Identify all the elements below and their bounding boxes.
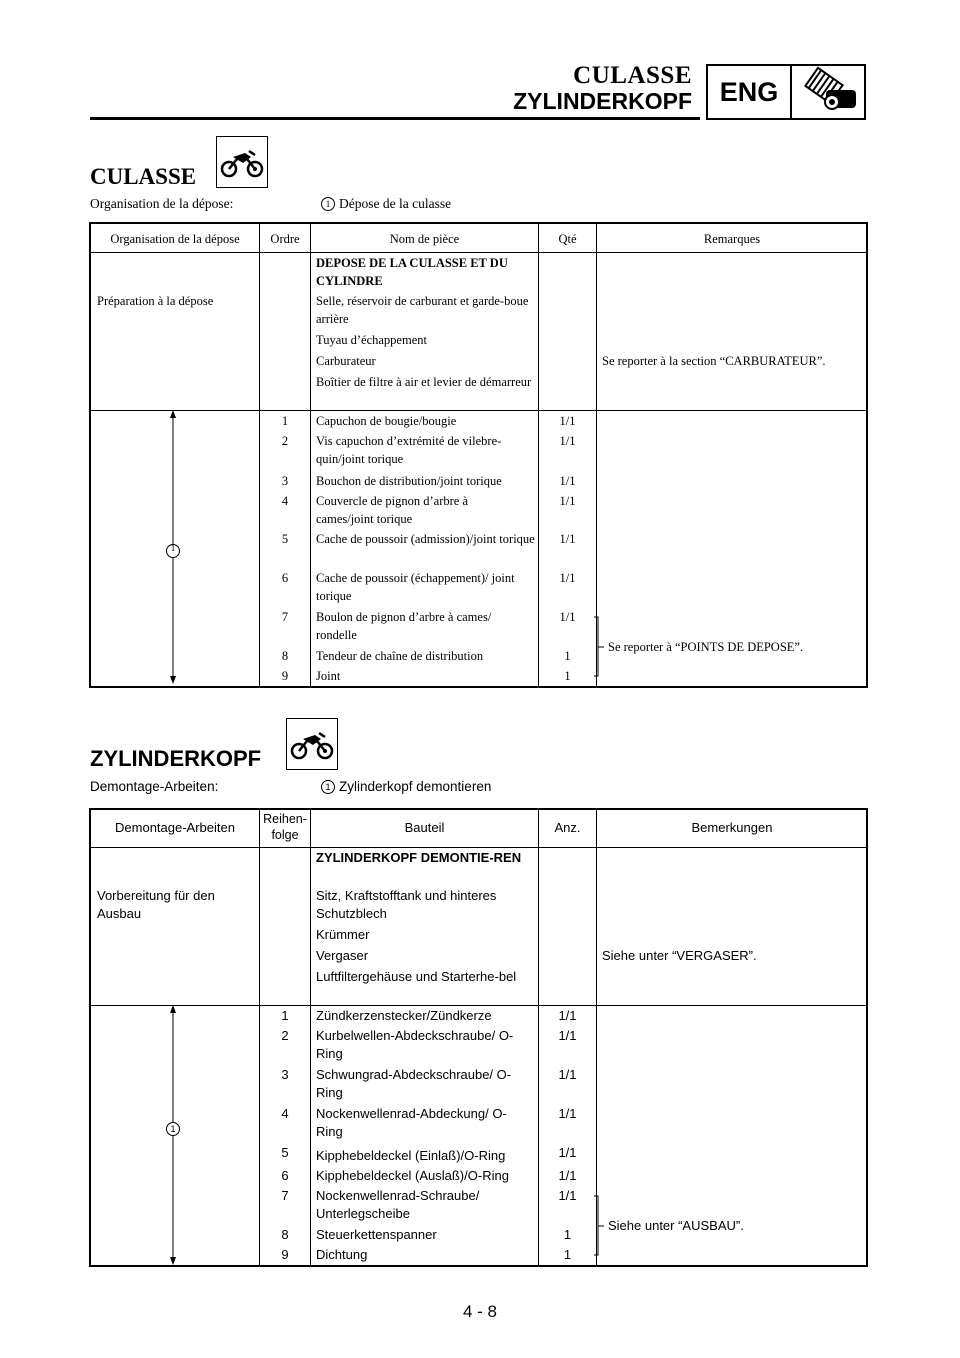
row-name: Capuchon de bougie/bougie xyxy=(316,414,457,428)
row-order: 2 xyxy=(281,1028,289,1043)
row-name: Kipphebeldeckel (Auslaß)/O-Ring xyxy=(316,1168,509,1183)
intro-de xyxy=(90,779,492,794)
page-number: 4 - 8 xyxy=(462,1302,498,1321)
row-name: Vis capuchon d’extrémité de vilebre-quin/joint torique xyxy=(316,434,502,466)
intro-value-text-de: Zylinderkopf demontieren xyxy=(339,779,492,794)
row-qty: 1/1 xyxy=(559,571,576,585)
prep-item: Sitz, Kraftstofftank und hinteres Schutzblech xyxy=(316,888,497,921)
row-order: 8 xyxy=(281,1227,289,1242)
row-qty: 1/1 xyxy=(558,1067,577,1082)
prep-item: ZYLINDERKOPF DEMONTIE-REN xyxy=(316,850,522,865)
intro-fr xyxy=(90,196,452,212)
intro-label-fr: Organisation de la dépose: xyxy=(90,196,234,211)
section-title-fr: CULASSE xyxy=(90,164,197,189)
intro-value-text-fr: Dépose de la culasse xyxy=(339,196,452,211)
table-fr xyxy=(89,222,868,688)
row-order: 5 xyxy=(281,1145,289,1160)
prep-remark-de: Siehe unter “VERGASER”. xyxy=(602,948,757,963)
intro-value-fr xyxy=(321,196,451,212)
step-marker-de: 1 xyxy=(170,1124,176,1134)
column-header: Bauteil xyxy=(404,820,445,835)
step-range-arrow xyxy=(161,1005,185,1267)
row-name: Nockenwellenrad-Schraube/ Unterlegscheibe xyxy=(316,1188,480,1221)
table-de xyxy=(89,808,868,1267)
row-qty: 1 xyxy=(563,1247,572,1262)
bracket-remark-fr: Se reporter à “POINTS DE DEPOSE”. xyxy=(608,640,804,654)
row-name: Tendeur de chaîne de distribution xyxy=(316,649,484,663)
row-name: Zündkerzenstecker/Zündkerze xyxy=(316,1008,492,1023)
row-qty: 1/1 xyxy=(559,610,576,624)
row-name: Cache de poussoir (admission)/joint torique xyxy=(316,532,535,546)
prep-item: Krümmer xyxy=(316,927,370,942)
motorcycle-icon-box-de xyxy=(286,718,338,770)
row-qty: 1/1 xyxy=(558,1028,577,1043)
row-name: Dichtung xyxy=(316,1247,368,1262)
row-order: 5 xyxy=(281,532,289,546)
row-name: Joint xyxy=(316,669,341,683)
step-number-badge: 1 xyxy=(321,780,335,794)
row-order: 1 xyxy=(281,414,289,428)
intro-label-de: Demontage-Arbeiten: xyxy=(90,779,219,794)
step-number-badge: 1 xyxy=(321,197,335,211)
prep-item: Tuyau d’échappement xyxy=(316,333,427,347)
intro-value-de xyxy=(321,779,491,794)
prep-item: DEPOSE DE LA CULASSE ET DU CYLINDRE xyxy=(316,256,508,288)
engine-icon xyxy=(792,66,864,118)
row-qty: 1/1 xyxy=(558,1188,577,1203)
row-order: 3 xyxy=(281,1067,289,1082)
row-name: Kurbelwellen-Abdeckschraube/ O-Ring xyxy=(316,1028,514,1061)
prep-label-de: Vorbereitung für den Ausbau xyxy=(97,888,215,921)
prep-item: Luftfiltergehäuse und Starterhe-bel xyxy=(316,969,517,984)
row-order: 7 xyxy=(281,1188,289,1203)
bracket-remark-de: Siehe unter “AUSBAU”. xyxy=(608,1218,744,1233)
row-qty: 1/1 xyxy=(558,1168,577,1183)
column-header: Nom de pièce xyxy=(389,232,460,246)
column-header: Bemerkungen xyxy=(691,820,773,835)
row-qty: 1/1 xyxy=(559,532,576,546)
column-header: Ordre xyxy=(270,232,300,246)
row-order: 3 xyxy=(281,474,289,488)
header-title-fr: CULASSE xyxy=(573,62,692,89)
row-qty: 1/1 xyxy=(558,1106,577,1121)
row-order: 7 xyxy=(281,610,289,624)
column-header: Qté xyxy=(558,232,577,246)
row-name: Cache de poussoir (échappement)/ joint torique xyxy=(316,571,515,603)
row-qty: 1 xyxy=(564,649,571,663)
row-qty: 1/1 xyxy=(558,1145,577,1160)
row-name: Boulon de pignon d’arbre à cames/ rondelle xyxy=(316,610,492,642)
header-rule xyxy=(90,117,700,120)
prep-remark-fr: Se reporter à la section “CARBURATEUR”. xyxy=(602,354,826,368)
row-name: Schwungrad-Abdeckschraube/ O-Ring xyxy=(316,1067,512,1100)
row-name: Bouchon de distribution/joint torique xyxy=(316,474,502,488)
column-header: Organisation de la dépose xyxy=(110,232,240,246)
eng-badge xyxy=(706,64,866,120)
header-title-de: ZYLINDERKOPF xyxy=(513,88,692,114)
row-order: 9 xyxy=(281,1247,289,1262)
column-header: Reihen-folge xyxy=(263,812,307,842)
prep-item: Selle, réservoir de carburant et garde-boue arrière xyxy=(316,294,529,326)
eng-badge-label: ENG xyxy=(708,66,792,118)
row-order: 9 xyxy=(281,669,289,683)
row-name: Kipphebeldeckel (Einlaß)/O-Ring xyxy=(316,1148,506,1163)
motorcycle-icon xyxy=(217,137,267,187)
prep-item: Vergaser xyxy=(316,948,369,963)
bracket xyxy=(593,616,605,678)
column-header: Demontage-Arbeiten xyxy=(115,820,235,835)
row-order: 4 xyxy=(281,494,289,508)
motorcycle-icon-box-fr xyxy=(216,136,268,188)
row-name: Couvercle de pignon d’arbre à cames/joint torique xyxy=(316,494,469,526)
bracket xyxy=(593,1195,605,1257)
row-qty: 1/1 xyxy=(559,434,576,448)
row-name: Steuerkettenspanner xyxy=(316,1227,437,1242)
row-name: Nockenwellenrad-Abdeckung/ O-Ring xyxy=(316,1106,507,1139)
prep-item: Carburateur xyxy=(316,354,376,368)
row-qty: 1/1 xyxy=(559,494,576,508)
row-qty: 1 xyxy=(564,669,571,683)
row-qty: 1 xyxy=(563,1227,572,1242)
section-title-de: ZYLINDERKOPF xyxy=(90,746,262,771)
row-order: 8 xyxy=(281,649,289,663)
row-order: 2 xyxy=(281,434,289,448)
column-header: Anz. xyxy=(554,820,581,835)
column-header: Remarques xyxy=(703,232,761,246)
step-marker-fr: 1 xyxy=(170,543,176,553)
row-order: 4 xyxy=(281,1106,289,1121)
row-qty: 1/1 xyxy=(559,414,576,428)
row-order: 1 xyxy=(281,1008,289,1023)
row-order: 6 xyxy=(281,1168,289,1183)
prep-item: Boîtier de filtre à air et levier de démarreur xyxy=(316,375,532,389)
row-qty: 1/1 xyxy=(559,474,576,488)
prep-label-fr: Préparation à la dépose xyxy=(97,294,214,308)
motorcycle-icon xyxy=(287,719,337,769)
row-qty: 1/1 xyxy=(558,1008,577,1023)
row-order: 6 xyxy=(281,571,289,585)
